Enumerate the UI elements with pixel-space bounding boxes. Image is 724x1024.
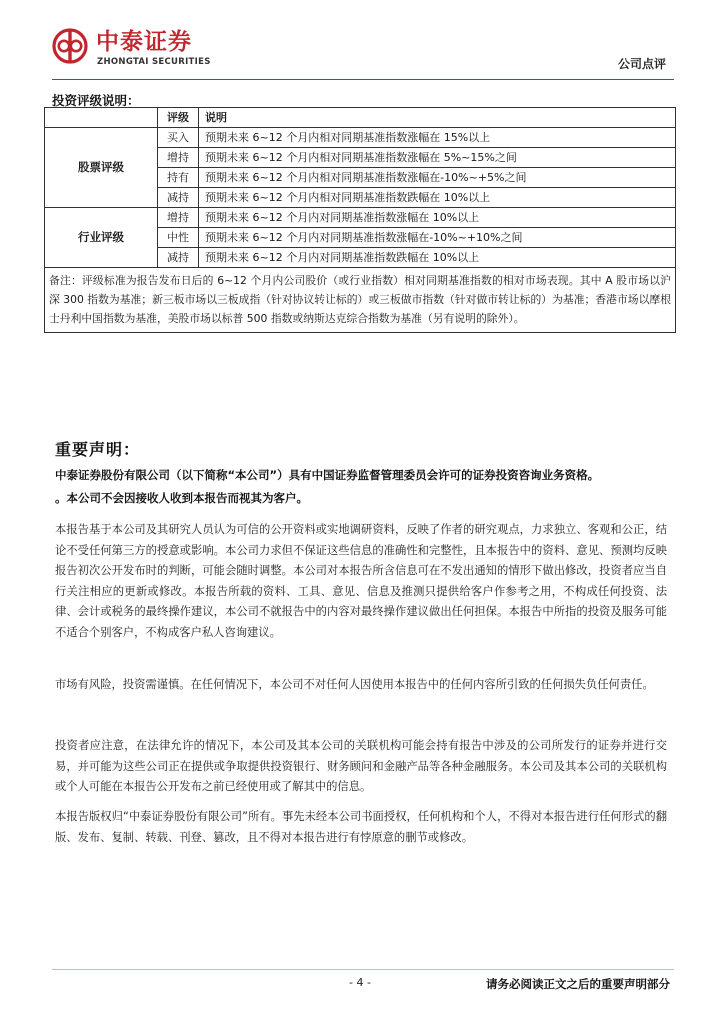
table-row [45, 208, 676, 228]
zhongtai-logo-icon [52, 28, 88, 64]
disclaimer-paragraph-3: 投资者应注意，在法律允许的情况下，本公司及其本公司的关联机构可能会持有报告中涉及的公司所发行的证券并进行交易，并可能为这些公司正在提供或争取提供投资银行、财务顾问和金融产品等各种金融服务。本公司及其本公司的关联机构或个人可能在本报告公开发布之前已经使用或了解其中的信息。 [55, 739, 667, 793]
rating-description: 预期未来 6~12 个月内对同期基准指数涨幅在-10%~+10%之间 [199, 228, 676, 248]
logo-chinese-name: 中泰证券 [96, 29, 192, 55]
rating-description: 预期未来 6~12 个月内对同期基准指数跌幅在 10%以上 [199, 248, 676, 268]
column-header-description: 说明 [199, 108, 676, 128]
rating-table-header-row [45, 108, 676, 128]
qualification-statement: 中泰证券股份有限公司（以下简称“本公司”）具有中国证券监督管理委员会许可的证券投资咨询业务资格。 [55, 468, 600, 482]
footer-divider [52, 969, 674, 970]
disclaimer-paragraph-2: 市场有风险，投资需谨慎。在任何情况下，本公司不对任何人因使用本报告中的任何内容所引致的任何损失负任何责任。 [55, 678, 654, 691]
disclaimer-title: 重要声明： [55, 440, 141, 459]
client-statement: 。本公司不会因接收人收到本报告而视其为客户。 [55, 491, 308, 505]
rating-description: 预期未来 6~12 个月内相对同期基准指数跌幅在 10%以上 [199, 188, 676, 208]
page-number: - 4 - [349, 976, 371, 989]
page-header [0, 0, 724, 78]
rating-level: 增持 [158, 208, 199, 228]
rating-description: 预期未来 6~12 个月内对同期基准指数涨幅在 10%以上 [199, 208, 676, 228]
rating-table-corner-cell [45, 108, 158, 128]
header-divider [52, 79, 674, 80]
rating-table [44, 107, 676, 333]
disclaimer-paragraph-1: 本报告基于本公司及其研究人员认为可信的公开资料或实地调研资料，反映了作者的研究观点，力求独立、客观和公正，结论不受任何第三方的授意或影响。本公司力求但不保证这些信息的准确性和完整性，且本报告中的资料、意见、预测均反映报告初次公开发布时的判断，可能会随时调整。本公司对本报告所含信息可在不发出通知的情形下做出修改，投资者应当自行关注相应的更新或修改。本报告所载的资料、工具、意见、信息及推测只提供给客户作参考之用，不构成任何投资、法律、会计或税务的最终操作建议，本公司不就报告中的内容对最终操作建议做出任何担保。本报告中所指的投资及服务可能不适合个别客户，不构成客户私人咨询建议。 [55, 523, 667, 639]
rating-description: 预期未来 6~12 个月内相对同期基准指数涨幅在 5%~15%之间 [199, 148, 676, 168]
rating-level: 持有 [158, 168, 199, 188]
rating-level: 买入 [158, 128, 199, 148]
logo-english-name: ZHONGTAI SECURITIES [97, 57, 211, 67]
rating-level: 减持 [158, 248, 199, 268]
industry-rating-category: 行业评级 [45, 208, 158, 268]
footer-notice: 请务必阅读正文之后的重要声明部分 [486, 977, 670, 991]
rating-note: 备注：评级标准为报告发布日后的 6~12 个月内公司股价（或行业指数）相对同期基准指数的相对市场表现。其中 A 股市场以沪深 300 指数为基准；新三板市场以三板成指（针对协议转让标的）或三板做市指数（针对做市转让标的）为基准；香港市场以摩根士丹利中国指数为基准，美股市场以标普 500 指数或纳斯达克综合指数为基准（另有说明的除外）。 [45, 268, 676, 333]
column-header-level: 评级 [158, 108, 199, 128]
document-type-label: 公司点评 [617, 57, 666, 71]
stock-rating-category: 股票评级 [45, 128, 158, 208]
rating-level: 减持 [158, 188, 199, 208]
rating-level: 增持 [158, 148, 199, 168]
rating-description: 预期未来 6~12 个月内相对同期基准指数涨幅在-10%~+5%之间 [199, 168, 676, 188]
rating-section-title: 投资评级说明： [52, 93, 140, 108]
rating-description: 预期未来 6~12 个月内相对同期基准指数涨幅在 15%以上 [199, 128, 676, 148]
table-note-row [45, 268, 676, 333]
rating-level: 中性 [158, 228, 199, 248]
disclaimer-paragraph-4: 本报告版权归“中泰证券股份有限公司”所有。事先未经本公司书面授权，任何机构和个人，不得对本报告进行任何形式的翻版、发布、复制、转载、刊登、篡改，且不得对本报告进行有悖原意的删节或修改。 [55, 810, 667, 844]
table-row [45, 128, 676, 148]
